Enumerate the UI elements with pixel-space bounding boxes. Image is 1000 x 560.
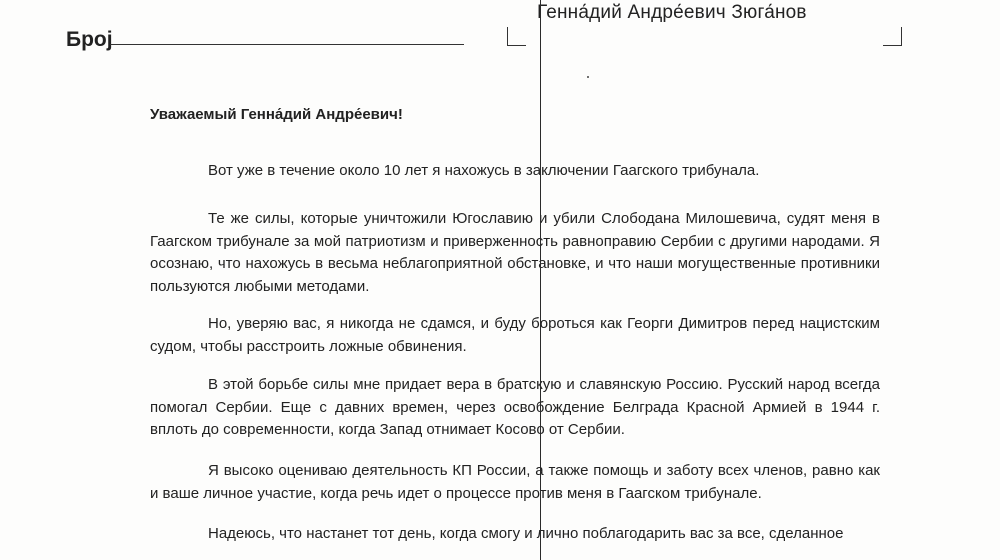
- letter-paragraph: Надеюсь, что настанет тот день, когда смогу и лично поблагодарить вас за все, сделанное: [208, 525, 844, 542]
- letter-paragraph: Я высоко оцениваю деятельность КП России, а также помощь и заботу всех членов, равно как и ваше личное участие, когда речь идет о процессе против меня в Гаагском трибунале.: [150, 462, 880, 502]
- address-bracket-right: [883, 27, 902, 46]
- address-bracket-left: [507, 27, 526, 46]
- scan-fold-line: [540, 0, 541, 560]
- letter-paragraph: Но, уверяю вас, я никогда не сдамся, и буду бороться как Георги Димитров перед нацистским судом, чтобы расстроить ложные обвинения.: [150, 315, 880, 355]
- letter-paragraph: Вот уже в течение около 10 лет я нахожусь в заключении Гаагского трибунала.: [208, 162, 760, 179]
- number-label: Број: [66, 28, 113, 51]
- number-underline: [110, 44, 464, 45]
- scan-speck: [587, 76, 589, 78]
- letter-paragraph: В этой борьбе силы мне придает вера в братскую и славянскую Россию. Русский народ всегда помогал Сербии. Еще с давних времен, через освобождение Белграда Красной Армией в 1944 г. вплоть до современности, когда Запад отнимает Косово от Сербии.: [150, 376, 880, 438]
- salutation: Уважаемый Генна́дий Андре́евич!: [150, 106, 403, 123]
- addressee: Генна́дий Андре́евич Зюга́нов: [537, 2, 807, 23]
- letter-paragraph: Те же силы, которые уничтожили Югославию и убили Слободана Милошевича, судят меня в Гаагском трибунале за мой патриотизм и приверженность равноправию Сербии с другими народами. Я осознаю, что нахожусь в весьма неблагоприятной обстановке, и что наши могущественные противники пользуются любыми методами.: [150, 210, 880, 295]
